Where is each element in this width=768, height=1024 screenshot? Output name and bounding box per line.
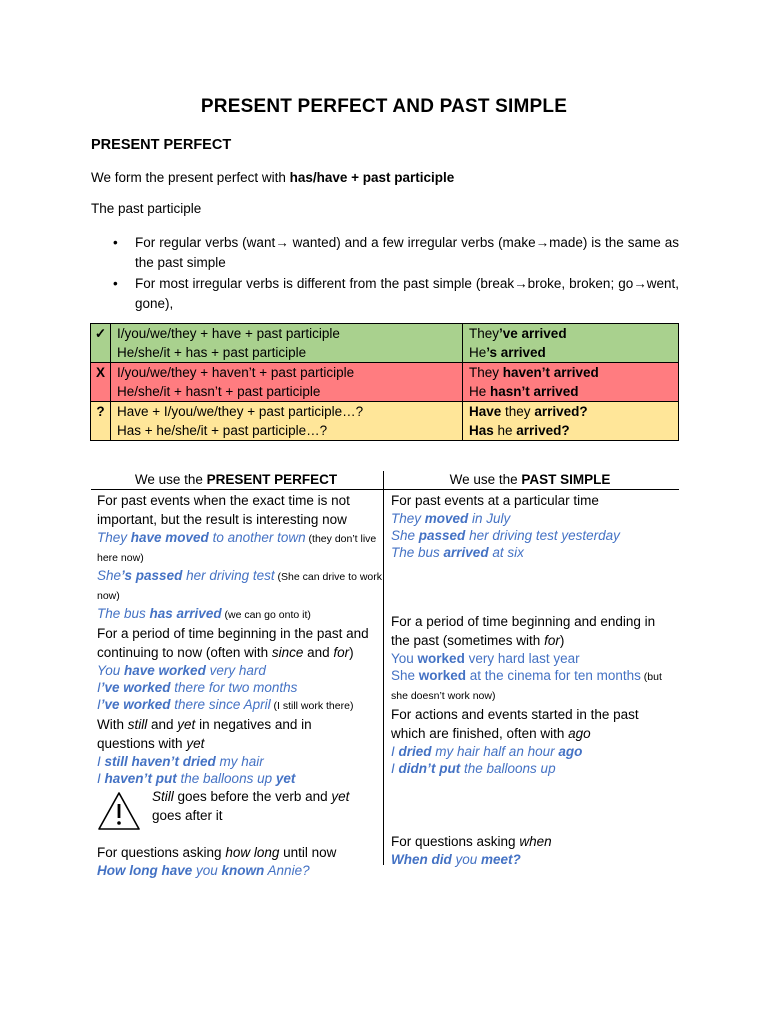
use-text: For past events when the exact time is not xyxy=(97,493,350,508)
header-divider xyxy=(91,489,679,490)
present-perfect-column xyxy=(97,491,383,879)
example: They moved in July xyxy=(391,511,511,526)
column-divider xyxy=(383,471,384,865)
past-participle-label: The past participle xyxy=(91,201,202,216)
question-icon: ? xyxy=(91,402,111,441)
bullet-list xyxy=(91,233,679,315)
example: I’ve worked there for two months xyxy=(97,680,298,695)
bullet-text: For regular verbs (want→ wanted) and a few irregular verbs (make→made) is the same as the past simple xyxy=(135,235,679,270)
present-perfect-heading: We use the PRESENT PERFECT xyxy=(134,472,338,487)
example: The bus arrived at six xyxy=(391,545,524,560)
use-text: For questions asking when xyxy=(391,834,552,849)
negative-row xyxy=(91,363,679,402)
example: How long have you known Annie? xyxy=(97,863,310,878)
bullet-text: For most irregular verbs is different from the past simple (break→broke, broken; go→went, gone), xyxy=(135,276,679,311)
past-simple-heading: We use the PAST SIMPLE xyxy=(449,472,611,487)
bullet-icon: • xyxy=(113,235,118,250)
forms-table xyxy=(90,323,679,441)
example: I didn’t put the balloons up xyxy=(391,761,556,776)
check-icon: ✓ xyxy=(91,324,111,363)
use-text: For past events at a particular time xyxy=(391,493,599,508)
question-examples: Have they arrived? Has he arrived? xyxy=(463,402,679,441)
use-text: For a period of time beginning and ending in xyxy=(391,614,656,629)
example: I dried my hair half an hour ago xyxy=(391,744,583,759)
negative-examples: They haven’t arrived He hasn’t arrived xyxy=(463,363,679,402)
positive-row xyxy=(91,324,679,363)
use-text: For questions asking how long until now xyxy=(97,845,337,860)
use-text: For actions and events started in the past xyxy=(391,707,639,722)
warning-note xyxy=(97,787,383,843)
cross-icon: X xyxy=(91,363,111,402)
use-text: which are finished, often with ago xyxy=(391,726,591,741)
positive-rules: I/you/we/they + have + past participle He/she/it + has + past participle xyxy=(111,324,463,363)
past-simple-column xyxy=(391,491,679,868)
example: When did you meet? xyxy=(391,852,521,867)
use-text: For a period of time beginning in the past and xyxy=(97,626,369,641)
use-text: questions with yet xyxy=(97,736,205,751)
use-text: continuing to now (often with since and for) xyxy=(97,645,354,660)
example: She passed her driving test yesterday xyxy=(391,528,620,543)
intro-bold: has/have + past participle xyxy=(289,170,455,185)
page-title: PRESENT PERFECT AND PAST SIMPLE xyxy=(200,96,568,117)
use-text: With still and yet in negatives and in xyxy=(97,717,312,732)
bullet-item xyxy=(91,233,679,272)
warning-text: Still goes before the verb and yet goes after it xyxy=(152,789,350,823)
question-rules: Have + I/you/we/they + past participle…? Has + he/she/it + past participle…? xyxy=(111,402,463,441)
example: She worked at the cinema for ten months (but she doesn’t work now) xyxy=(391,668,662,702)
example: I haven’t put the balloons up yet xyxy=(97,771,296,786)
spacer xyxy=(391,777,679,832)
question-row xyxy=(91,402,679,441)
positive-examples: They’ve arrived He’s arrived xyxy=(463,324,679,363)
use-text: the past (sometimes with for) xyxy=(391,633,565,648)
intro-paragraph xyxy=(91,170,454,185)
example: I still haven’t dried my hair xyxy=(97,754,264,769)
spacer xyxy=(391,561,679,612)
section-heading: PRESENT PERFECT xyxy=(91,137,232,153)
example: The bus has arrived (we can go onto it) xyxy=(97,606,311,621)
intro-text: We form the present perfect with xyxy=(91,170,290,185)
negative-rules: I/you/we/they + haven’t + past participle He/she/it + hasn’t + past participle xyxy=(111,363,463,402)
warning-icon xyxy=(97,791,141,831)
example: You have worked very hard xyxy=(97,663,266,678)
example: I’ve worked there since April (I still work there) xyxy=(97,697,354,712)
use-text: important, but the result is interesting now xyxy=(97,512,347,527)
example: You worked very hard last year xyxy=(391,651,580,666)
example: They have moved to another town (they don’t live here now) xyxy=(97,530,377,564)
bullet-icon: • xyxy=(113,276,118,291)
bullet-item xyxy=(91,274,679,313)
example: She’s passed her driving test (She can drive to work now) xyxy=(97,568,383,602)
